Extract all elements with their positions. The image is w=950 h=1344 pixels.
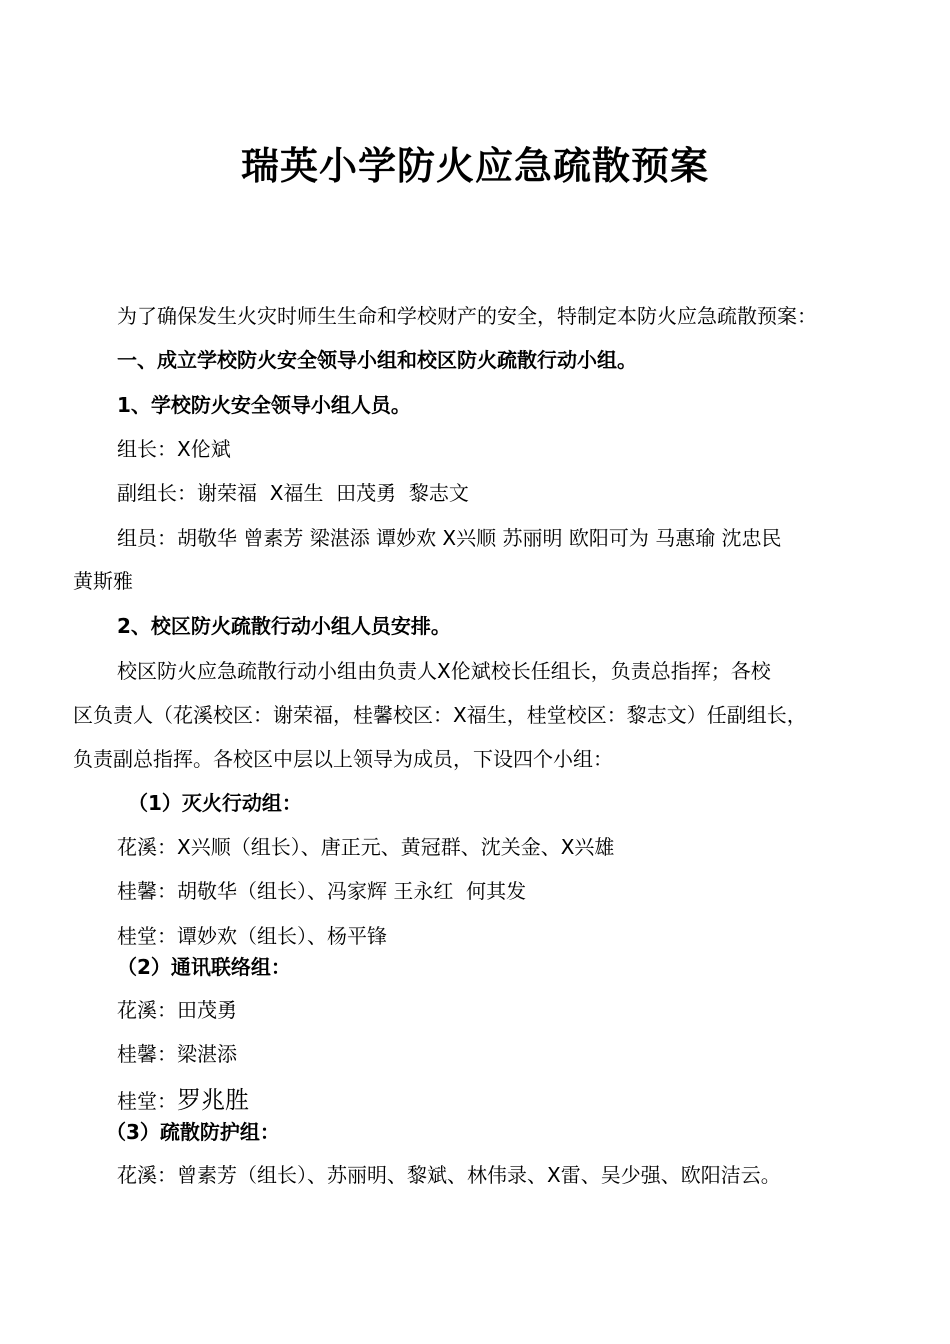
leader-line: 组长：X伦斌 xyxy=(117,437,231,461)
subsection2-heading: 2、校区防火疏散行动小组人员安排。 xyxy=(117,614,451,638)
group2-heading: （2）通讯联络组： xyxy=(117,955,291,979)
document-title: 瑞英小学防火应急疏散预案 xyxy=(240,144,709,188)
deputy-line: 副组长：谢荣福 X福生 田茂勇 黎志文 xyxy=(117,481,469,505)
group1-heading: （1）灭火行动组： xyxy=(128,791,302,815)
paragraph-line-1: 校区防火应急疏散行动小组由负责人X伦斌校长任组长，负责总指挥；各校 xyxy=(117,659,771,683)
group3-huaxi: 花溪：曾素芳（组长）、苏丽明、黎斌、林伟录、X雷、吴少强、欧阳洁云。 xyxy=(117,1163,781,1187)
group1-huaxi: 花溪：X兴顺（组长）、唐正元、黄冠群、沈关金、X兴雄 xyxy=(117,835,615,859)
paragraph-line-2: 区负责人（花溪校区：谢荣福，桂馨校区：X福生，桂堂校区：黎志文）任副组长， xyxy=(73,703,807,727)
group2-guitang-label: 桂堂： xyxy=(117,1089,177,1113)
members-line-continued: 黄斯雅 xyxy=(73,569,133,593)
group2-huaxi: 花溪：田茂勇 xyxy=(117,998,237,1022)
subsection1-heading: 1、学校防火安全领导小组人员。 xyxy=(117,393,411,417)
group3-heading: （3）疏散防护组： xyxy=(106,1120,280,1144)
members-line: 组员：胡敬华 曾素芳 梁湛添 谭妙欢 X兴顺 苏丽明 欧阳可为 马惠瑜 沈忠民 xyxy=(117,526,782,550)
group2-guitang-name: 罗兆胜 xyxy=(177,1086,249,1114)
group2-guitang xyxy=(117,1085,897,1116)
paragraph-line-3: 负责副总指挥。各校区中层以上领导为成员，下设四个小组： xyxy=(73,747,613,771)
intro-paragraph: 为了确保发生火灾时师生生命和学校财产的安全，特制定本防火应急疏散预案： xyxy=(117,304,817,328)
section1-heading: 一、成立学校防火安全领导小组和校区防火疏散行动小组。 xyxy=(117,348,637,372)
group1-guixin: 桂馨：胡敬华（组长）、冯家辉 王永红 何其发 xyxy=(117,879,527,903)
group2-guixin: 桂馨：梁湛添 xyxy=(117,1042,237,1066)
group1-guitang: 桂堂：谭妙欢（组长）、杨平锋 xyxy=(117,924,387,948)
